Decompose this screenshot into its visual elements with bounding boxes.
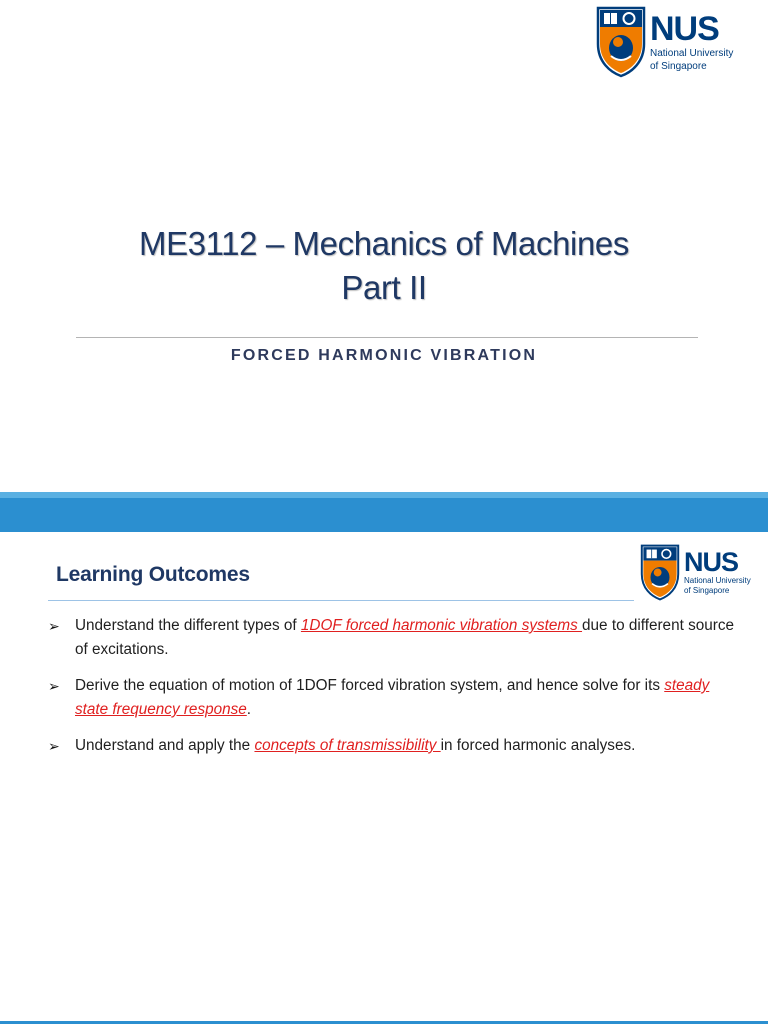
list-item <box>48 734 748 758</box>
course-title <box>0 222 768 310</box>
nus-crest-icon <box>596 6 646 78</box>
arrowhead-bullet-icon: ➢ <box>48 618 60 634</box>
nus-wordmark-small <box>684 549 751 596</box>
outcome-text <box>75 674 735 722</box>
outcome-text-after: due to different source of excitations. <box>75 617 734 658</box>
nus-name-line1: National University <box>684 576 751 586</box>
learning-outcomes-slide <box>0 532 768 1024</box>
nus-logo <box>596 6 733 78</box>
outcome-text <box>75 734 735 758</box>
outcome-text-before: Understand the different types of <box>75 617 301 634</box>
outcome-text-after: . <box>246 701 252 718</box>
arrowhead-bullet-icon: ➢ <box>48 738 60 754</box>
nus-crest-icon <box>640 544 680 601</box>
title-slide <box>0 0 768 492</box>
slide-separator-band <box>0 492 768 532</box>
topic-subtitle: FORCED HARMONIC VIBRATION <box>230 347 538 364</box>
course-title-line2: Part II <box>341 269 427 306</box>
title-divider <box>76 337 698 338</box>
nus-acronym: NUS <box>684 547 739 578</box>
nus-name-line2: of Singapore <box>650 61 707 72</box>
learning-outcomes-heading: Learning Outcomes <box>56 563 250 586</box>
learning-outcomes-list <box>48 614 748 770</box>
outcome-highlight: 1DOF forced harmonic vibration systems <box>300 617 583 634</box>
nus-logo-small <box>640 544 751 601</box>
nus-name-line2: of Singapore <box>684 586 730 595</box>
list-item <box>48 674 748 722</box>
nus-name-line1: National University <box>650 47 734 59</box>
outcome-highlight: steady state frequency response <box>75 677 710 718</box>
nus-wordmark <box>650 9 734 72</box>
outcome-text-before: Derive the equation of motion of 1DOF forced vibration system, and hence solve for its <box>75 677 665 694</box>
nus-acronym: NUS <box>650 9 719 48</box>
arrowhead-bullet-icon: ➢ <box>48 678 60 694</box>
outcome-text-after: in forced harmonic analyses. <box>440 737 636 754</box>
outcome-text-before: Understand and apply the <box>75 737 255 754</box>
outcome-text <box>75 614 735 662</box>
slide-separator-highlight <box>0 492 768 498</box>
course-title-line1: ME3112 – Mechanics of Machines <box>139 225 629 262</box>
list-item <box>48 614 748 662</box>
outcome-highlight: concepts of transmissibility <box>254 737 441 754</box>
heading-divider <box>48 600 634 601</box>
